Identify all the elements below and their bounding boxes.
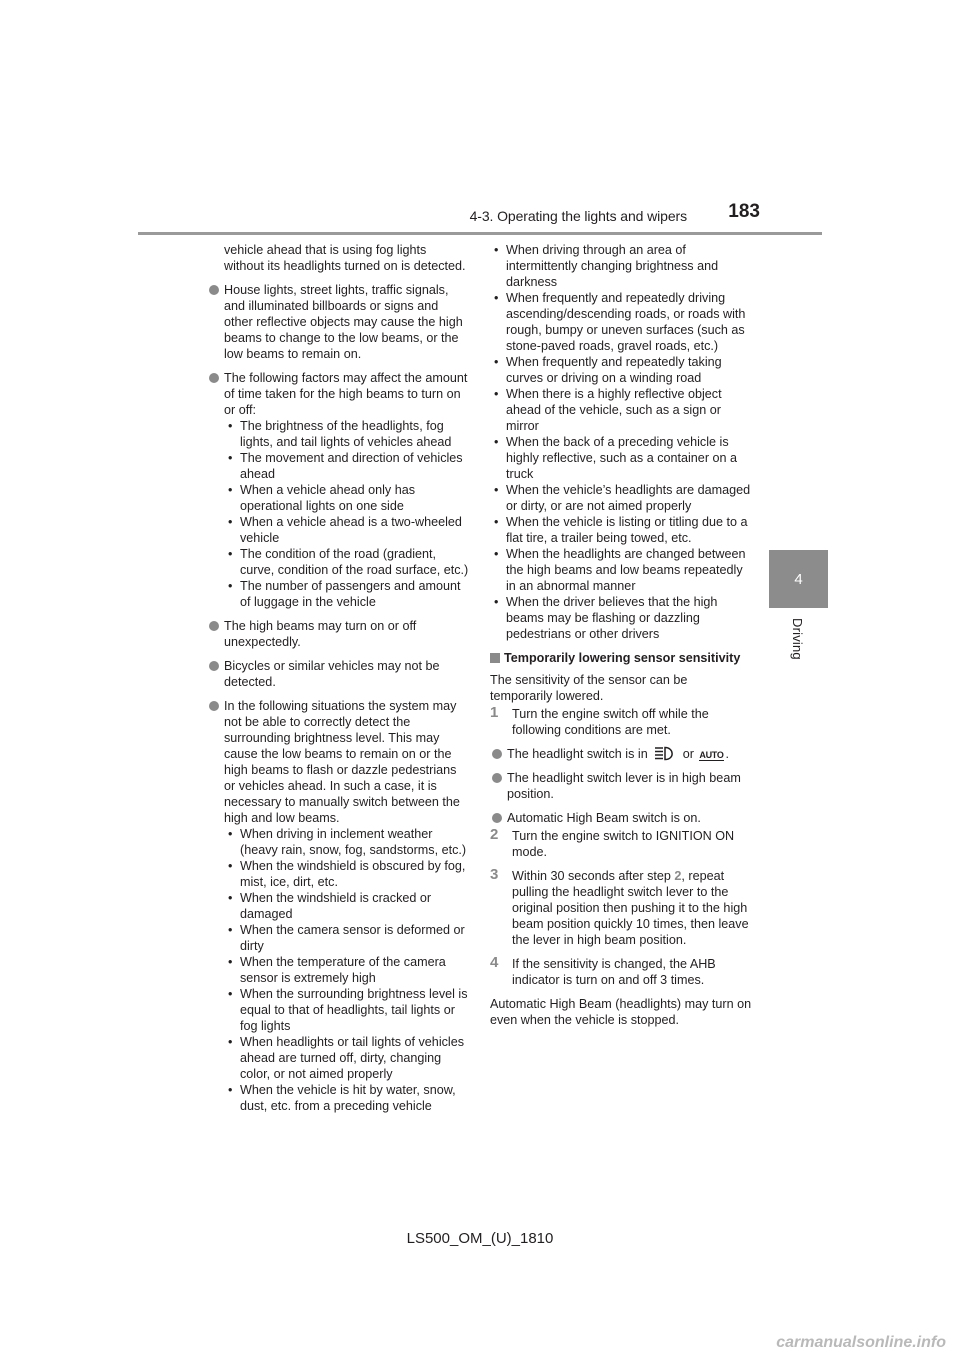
situation-list — [207, 826, 469, 1114]
list-item: • When a vehicle ahead only has operational lights on one side — [228, 483, 416, 513]
step-1 — [490, 706, 752, 738]
list-item: • The movement and direction of vehicles ahead — [228, 451, 463, 481]
step-reference: 2 — [674, 869, 682, 883]
list-item: • When the camera sensor is deformed or dirty — [228, 923, 465, 953]
list-item: • The number of passengers and amount of luggage in the vehicle — [228, 579, 461, 609]
note-text: Bicycles or similar vehicles may not be detected. — [224, 659, 440, 689]
list-item-text: When the vehicle is listing or titling due to a flat tire, a trailer being towed, etc. — [506, 515, 748, 545]
list-item-text: When frequently and repeatedly driving ascending/descending roads, or roads with rough, bumpy or uneven surfaces (such as stone-paved roads, gravel roads, etc.) — [506, 291, 746, 353]
note-text: The following factors may affect the amount of time taken for the high beams to turn on or off: — [224, 371, 468, 417]
list-item-text: When a vehicle ahead is a two-wheeled vehicle — [240, 515, 462, 545]
list-item: • When the temperature of the camera sensor is extremely high — [228, 955, 446, 985]
list-item: • When there is a highly reflective object ahead of the vehicle, such as a sign or mirror — [494, 387, 722, 433]
note-item — [207, 658, 469, 690]
bullet-circle-icon — [209, 373, 219, 383]
list-item-text: When the headlights are changed between the high beams and low beams repeatedly in an abnormal manner — [506, 547, 746, 593]
step-text: Turn the engine switch to IGNITION ON mode. — [512, 829, 735, 859]
chapter-tab — [769, 550, 828, 608]
note-item — [207, 370, 469, 418]
headlight-icon — [654, 746, 676, 761]
step-text: Turn the engine switch off while the following conditions are met. — [512, 707, 709, 737]
note-item — [207, 282, 469, 362]
bullet-circle-icon — [209, 661, 219, 671]
factor-list — [207, 418, 469, 610]
bullet-circle-icon — [492, 749, 502, 759]
sensitivity-intro: The sensitivity of the sensor can be temporarily lowered. — [490, 673, 688, 703]
bullet-circle-icon — [492, 813, 502, 823]
list-item-text: The movement and direction of vehicles ahead — [240, 451, 463, 481]
list-item-text: When a vehicle ahead only has operational lights on one side — [240, 483, 416, 513]
note-item — [207, 618, 469, 650]
section-title: 4-3. Operating the lights and wipers — [469, 208, 687, 224]
list-item-text: When the surrounding brightness level is equal to that of headlights, tail lights or fog lights — [240, 987, 468, 1033]
condition-text: Automatic High Beam switch is on. — [507, 811, 701, 825]
condition-item — [490, 810, 752, 826]
step-number: 2 — [490, 826, 499, 843]
list-item: • When the surrounding brightness level is equal to that of headlights, tail lights or fog lights — [228, 987, 468, 1033]
note-text: The high beams may turn on or off unexpectedly. — [224, 619, 417, 649]
list-item-text: When the back of a preceding vehicle is highly reflective, such as a container on a truck — [506, 435, 738, 481]
bullet-circle-icon — [492, 773, 502, 783]
list-item-text: When the windshield is obscured by fog, mist, ice, dirt, etc. — [240, 859, 466, 889]
condition-text: The headlight switch lever is in high beam position. — [507, 771, 741, 801]
condition-item — [490, 746, 752, 762]
right-column — [490, 242, 752, 1036]
step-2 — [490, 828, 752, 860]
note-text: In the following situations the system may not be able to correctly detect the surrounding brightness level. This may cause the low beams to remain on or the high beams to flash or dazzle pedestrians or vehicles ahead. In such a case, it is necessary to manually switch between the high and low beams. — [224, 699, 460, 825]
intro-continuation: vehicle ahead that is using fog lights without its headlights turned on is detected. — [224, 243, 466, 273]
list-item-text: When the driver believes that the high beams may be flashing or dazzling pedestrians or other drivers — [506, 595, 718, 641]
step-number: 1 — [490, 704, 499, 721]
heading-text: Temporarily lowering sensor sensitivity — [504, 651, 741, 665]
condition-text: The headlight switch is in — [507, 747, 648, 761]
list-item: • When driving through an area of intermittently changing brightness and darkness — [494, 243, 719, 289]
step-3 — [490, 868, 752, 948]
list-item-text: When headlights or tail lights of vehicles ahead are turned off, dirty, changing color, or not aimed properly — [240, 1035, 465, 1081]
list-item: • When the headlights are changed between the high beams and low beams repeatedly in an abnormal manner — [494, 547, 746, 593]
list-item: • When the back of a preceding vehicle is highly reflective, such as a container on a truck — [494, 435, 738, 481]
list-item-text: When the camera sensor is deformed or dirty — [240, 923, 465, 953]
list-item: • When frequently and repeatedly driving ascending/descending roads, or roads with rough, bumpy or uneven surfaces (such as stone-paved roads, gravel roads, etc.) — [494, 291, 746, 353]
list-item: • When the driver believes that the high beams may be flashing or dazzling pedestrians or other drivers — [494, 595, 718, 641]
step-number: 3 — [490, 866, 499, 883]
note-text: House lights, street lights, traffic signals, and illuminated billboards or signs and other reflective objects may cause the high beams to change to the low beams, or the low beams to remain on. — [224, 283, 463, 361]
bullet-circle-icon — [209, 621, 219, 631]
list-item-text: When frequently and repeatedly taking curves or driving on a winding road — [506, 355, 722, 385]
note-item — [207, 698, 469, 826]
watermark: carmanualsonline.info — [776, 1334, 946, 1351]
left-column — [207, 242, 469, 1114]
list-item-text: When the vehicle’s headlights are damaged or dirty, or are not aimed properly — [506, 483, 751, 513]
closing-note: Automatic High Beam (headlights) may turn on even when the vehicle is stopped. — [490, 997, 752, 1027]
situation-list-continued — [490, 242, 752, 642]
list-item: • When driving in inclement weather (heavy rain, snow, fog, sandstorms, etc.) — [228, 827, 467, 857]
step-text-cont: , repeat pulling the headlight switch lever to the original position then pushing it to the high beam position quickly 10 times, then leave the lever in high beam position. — [512, 869, 749, 947]
list-item-text: When driving through an area of intermittently changing brightness and darkness — [506, 243, 719, 289]
list-item: • When the vehicle’s headlights are damaged or dirty, or are not aimed properly — [494, 483, 751, 513]
list-item: • The brightness of the headlights, fog lights, and tail lights of vehicles ahead — [228, 419, 452, 449]
list-item: • When frequently and repeatedly taking curves or driving on a winding road — [494, 355, 722, 385]
footer-code: LS500_OM_(U)_1810 — [406, 1230, 554, 1247]
list-item: • When the vehicle is listing or titling due to a flat tire, a trailer being towed, etc. — [494, 515, 748, 545]
list-item: • When the windshield is cracked or damaged — [228, 891, 432, 921]
step-text: If the sensitivity is changed, the AHB indicator is turn on and off 3 times. — [512, 957, 716, 987]
chapter-number: 4 — [794, 570, 803, 588]
list-item-text: When the windshield is cracked or damaged — [240, 891, 432, 921]
bullet-circle-icon — [209, 701, 219, 711]
step-number: 4 — [490, 954, 499, 971]
condition-item — [490, 770, 752, 802]
page-number: 183 — [728, 201, 760, 222]
list-item: • The condition of the road (gradient, curve, condition of the road surface, etc.) — [228, 547, 469, 577]
list-item-text: When there is a highly reflective object ahead of the vehicle, such as a sign or mirror — [506, 387, 722, 433]
list-item-text: The condition of the road (gradient, curve, condition of the road surface, etc.) — [240, 547, 469, 577]
list-item-text: When the vehicle is hit by water, snow, dust, etc. from a preceding vehicle — [240, 1083, 456, 1113]
condition-text-or: or — [682, 747, 694, 761]
list-item: • When a vehicle ahead is a two-wheeled vehicle — [228, 515, 462, 545]
section-heading — [490, 650, 752, 666]
bullet-circle-icon — [209, 285, 219, 295]
list-item: • When the vehicle is hit by water, snow, dust, etc. from a preceding vehicle — [228, 1083, 456, 1113]
list-item-text: The number of passengers and amount of luggage in the vehicle — [240, 579, 461, 609]
header-rule — [138, 232, 822, 235]
auto-icon: AUTO — [699, 750, 724, 760]
heading-square-icon — [490, 653, 500, 663]
chapter-label: Driving — [790, 618, 805, 660]
list-item-text: The brightness of the headlights, fog lights, and tail lights of vehicles ahead — [240, 419, 452, 449]
list-item-text: When driving in inclement weather (heavy rain, snow, fog, sandstorms, etc.) — [240, 827, 467, 857]
step-4 — [490, 956, 752, 988]
step-text: Within 30 seconds after step — [512, 869, 671, 883]
list-item: • When headlights or tail lights of vehicles ahead are turned off, dirty, changing color, or not aimed properly — [228, 1035, 465, 1081]
list-item: • When the windshield is obscured by fog, mist, ice, dirt, etc. — [228, 859, 466, 889]
list-item-text: When the temperature of the camera sensor is extremely high — [240, 955, 446, 985]
condition-text-end: . — [725, 747, 730, 761]
